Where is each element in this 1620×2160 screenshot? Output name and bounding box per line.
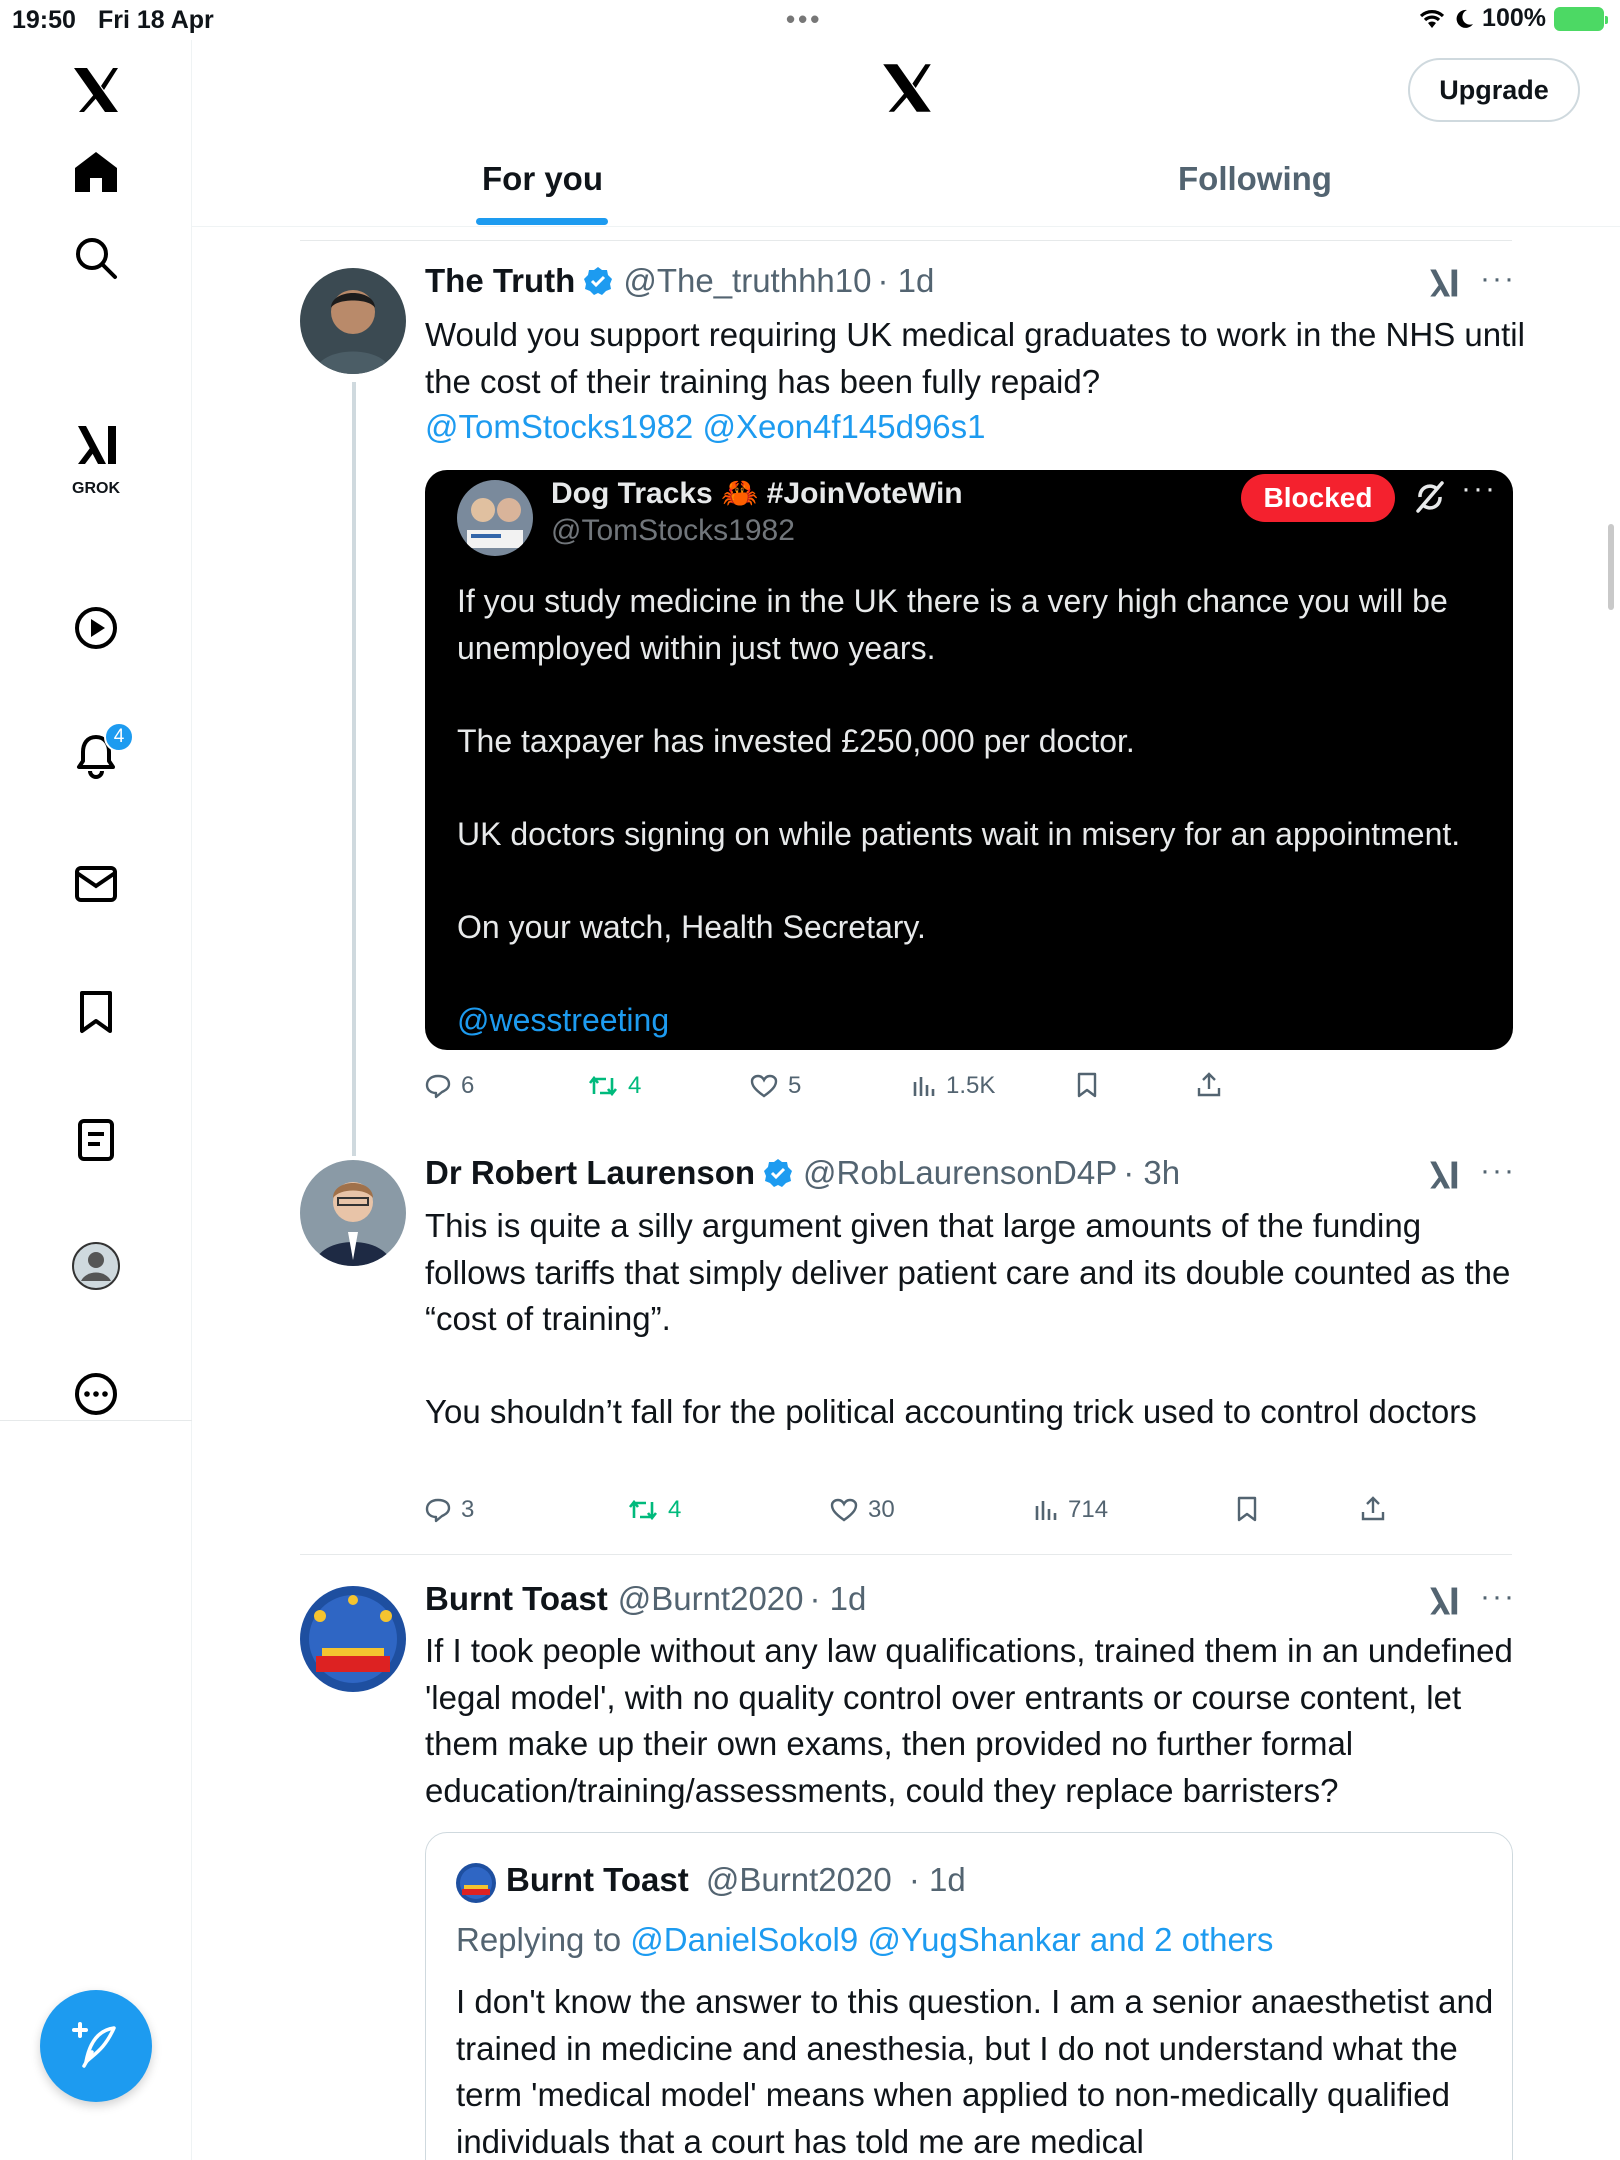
like-button[interactable] bbox=[830, 1496, 895, 1524]
lists-icon[interactable] bbox=[60, 1104, 132, 1176]
views-count: 1.5K bbox=[946, 1072, 996, 1099]
share-icon bbox=[1196, 1072, 1222, 1098]
like-count: 30 bbox=[868, 1496, 895, 1523]
quoted-author-handle[interactable]: @Burnt2020 bbox=[705, 1861, 892, 1898]
grok-label: GROK bbox=[72, 480, 120, 497]
share-button[interactable] bbox=[1360, 1496, 1386, 1522]
tweet-text: If I took people without any law qualifications, trained them in an undefined 'legal model', with no quality control over entrants or course content, let them make up their own exams, then provided no further formal education/training/assessments, could they replace barristers? bbox=[425, 1632, 1513, 1809]
tweet-mentions[interactable]: @TomStocks1982 @Xeon4f145d96s1 bbox=[425, 408, 986, 445]
battery-icon bbox=[1554, 7, 1604, 31]
more-icon[interactable]: ··· bbox=[1480, 1154, 1516, 1187]
share-button[interactable] bbox=[1196, 1072, 1222, 1098]
status-date: Fri 18 Apr bbox=[98, 6, 214, 34]
wifi-icon bbox=[1418, 8, 1446, 30]
avatar[interactable] bbox=[300, 1586, 406, 1692]
tweet-time[interactable]: · 1d bbox=[809, 1580, 867, 1617]
views-count: 714 bbox=[1068, 1496, 1109, 1523]
tweet-header bbox=[425, 1580, 866, 1618]
tweet-header bbox=[425, 262, 934, 300]
repost-count: 4 bbox=[628, 1072, 642, 1099]
more-icon[interactable]: ··· bbox=[1461, 472, 1497, 505]
repost-count: 4 bbox=[668, 1496, 682, 1523]
reply-button[interactable] bbox=[425, 1496, 474, 1524]
quoted-author-name[interactable]: Burnt Toast bbox=[506, 1861, 689, 1898]
avatar bbox=[456, 1863, 496, 1903]
replying-prefix: Replying to bbox=[456, 1921, 622, 1958]
bookmark-button[interactable] bbox=[1076, 1072, 1098, 1098]
tweet-header bbox=[425, 1154, 1180, 1192]
quoted-tweet[interactable] bbox=[425, 1832, 1513, 2160]
moon-icon bbox=[1454, 8, 1474, 30]
reply-count: 3 bbox=[461, 1496, 475, 1523]
battery-percent: 100% bbox=[1482, 4, 1546, 32]
tweet-author-handle[interactable]: @RobLaurensonD4P bbox=[803, 1154, 1118, 1191]
tweet-time[interactable]: · 3h bbox=[1123, 1154, 1181, 1191]
verified-badge-icon bbox=[583, 266, 613, 296]
quoted-tweet-text: I don't know the answer to this question. I am a senior anaesthetist and trained in medicine and anesthesia, but I do not understand what the term 'medical model' means when applied to non-medically qualified individuals that a court has told me are medical bbox=[456, 1983, 1494, 2160]
like-count: 5 bbox=[788, 1072, 802, 1099]
repost-button[interactable] bbox=[588, 1072, 641, 1100]
tweet-divider bbox=[300, 1554, 1512, 1555]
multitasking-dots-icon[interactable]: ••• bbox=[786, 4, 823, 34]
grok-icon[interactable] bbox=[60, 416, 132, 474]
tweet-author-name[interactable]: The Truth bbox=[425, 262, 576, 299]
grok-icon[interactable] bbox=[1426, 1584, 1460, 1618]
replying-to-line bbox=[456, 1921, 1273, 1959]
sidebar bbox=[0, 40, 192, 2160]
header-divider bbox=[192, 226, 1620, 227]
more-icon[interactable]: ··· bbox=[1480, 1580, 1516, 1613]
avatar bbox=[457, 480, 533, 556]
status-indicators bbox=[1418, 4, 1604, 33]
avatar-logo bbox=[300, 1586, 406, 1692]
avatar[interactable] bbox=[300, 268, 406, 374]
verified-badge-icon bbox=[763, 1158, 793, 1188]
reply-icon bbox=[425, 1073, 451, 1099]
reply-button[interactable] bbox=[425, 1072, 474, 1100]
heart-icon bbox=[830, 1498, 858, 1522]
bookmark-icon bbox=[1076, 1072, 1098, 1098]
tweet-text: Would you support requiring UK medical graduates to work in the NHS until the cost of their training has been fully repaid? bbox=[425, 316, 1525, 400]
quoted-author-name[interactable]: Dog Tracks 🦀 #JoinVoteWin bbox=[551, 477, 963, 510]
messages-icon[interactable] bbox=[60, 848, 132, 920]
repost-icon bbox=[628, 1498, 658, 1522]
scrollbar[interactable] bbox=[1608, 524, 1614, 610]
bookmark-button[interactable] bbox=[1236, 1496, 1258, 1522]
sidebar-divider bbox=[0, 1420, 192, 1421]
upgrade-button[interactable]: Upgrade bbox=[1408, 58, 1580, 122]
status-bar bbox=[0, 0, 1620, 40]
reply-icon bbox=[425, 1497, 451, 1523]
bookmark-icon bbox=[1236, 1496, 1258, 1522]
thread-line bbox=[352, 382, 356, 1156]
tweet-author-name[interactable]: Burnt Toast bbox=[425, 1580, 608, 1617]
grok-icon[interactable] bbox=[1426, 1158, 1460, 1192]
blocked-badge[interactable]: Blocked bbox=[1241, 474, 1395, 522]
video-icon[interactable] bbox=[60, 592, 132, 664]
quoted-tweet-header bbox=[506, 1861, 966, 1899]
compose-icon bbox=[70, 2020, 122, 2072]
tweet-author-name[interactable]: Dr Robert Laurenson bbox=[425, 1154, 756, 1191]
repost-icon bbox=[588, 1074, 618, 1098]
search-icon[interactable] bbox=[60, 222, 132, 294]
quoted-tweet-text: If you study medicine in the UK there is a very high chance you will be unemployed within just two years. The taxpayer has invested £250,000 per doctor. UK doctors signing on while patients wait in misery for an appointment. On your watch, Health Secretary. bbox=[457, 583, 1461, 945]
feed-divider bbox=[300, 240, 1512, 241]
x-logo-icon[interactable] bbox=[60, 54, 132, 126]
views-button[interactable] bbox=[1034, 1496, 1108, 1524]
views-icon bbox=[1034, 1498, 1058, 1522]
tweet-time[interactable]: · 1d bbox=[877, 262, 935, 299]
quoted-mention-link[interactable]: @wesstreeting bbox=[457, 1002, 670, 1038]
refresh-slash-icon[interactable] bbox=[1413, 480, 1447, 514]
tab-following[interactable]: Following bbox=[1178, 160, 1332, 197]
replying-to-links[interactable]: @DanielSokol9 @YugShankar and 2 others bbox=[630, 1921, 1274, 1958]
heart-icon bbox=[750, 1074, 778, 1098]
notifications-icon[interactable] bbox=[60, 720, 132, 792]
grok-icon[interactable] bbox=[1426, 266, 1460, 300]
tab-for-you[interactable]: For you bbox=[482, 160, 603, 197]
quoted-tweet[interactable] bbox=[425, 470, 1513, 1050]
quoted-tweet-time: · 1d bbox=[908, 1861, 966, 1898]
quoted-author-handle[interactable]: @TomStocks1982 bbox=[551, 514, 795, 547]
compose-button[interactable] bbox=[40, 1990, 152, 2102]
tweet-author-handle[interactable]: @The_truthhh10 bbox=[623, 262, 872, 299]
more-icon[interactable]: ··· bbox=[1480, 262, 1516, 295]
profile-icon[interactable] bbox=[60, 1230, 132, 1302]
x-logo-icon[interactable] bbox=[880, 62, 934, 119]
repost-button[interactable] bbox=[628, 1496, 681, 1524]
share-icon bbox=[1360, 1496, 1386, 1522]
reply-count: 6 bbox=[461, 1072, 475, 1099]
bookmark-icon[interactable] bbox=[60, 976, 132, 1048]
status-time: 19:50 bbox=[12, 6, 76, 34]
avatar[interactable] bbox=[300, 1160, 406, 1266]
notifications-badge: 4 bbox=[104, 722, 134, 752]
views-button[interactable] bbox=[912, 1072, 995, 1100]
like-button[interactable] bbox=[750, 1072, 801, 1100]
tweet-text: This is quite a silly argument given that large amounts of the funding follows tariffs that simply deliver patient care and its double counted as the “cost of training”. You shouldn’t fall for the political accounting trick used to control doctors bbox=[425, 1207, 1511, 1430]
tweet-author-handle[interactable]: @Burnt2020 bbox=[617, 1580, 804, 1617]
home-icon[interactable] bbox=[60, 136, 132, 208]
views-icon bbox=[912, 1074, 936, 1098]
active-tab-indicator bbox=[476, 218, 608, 225]
